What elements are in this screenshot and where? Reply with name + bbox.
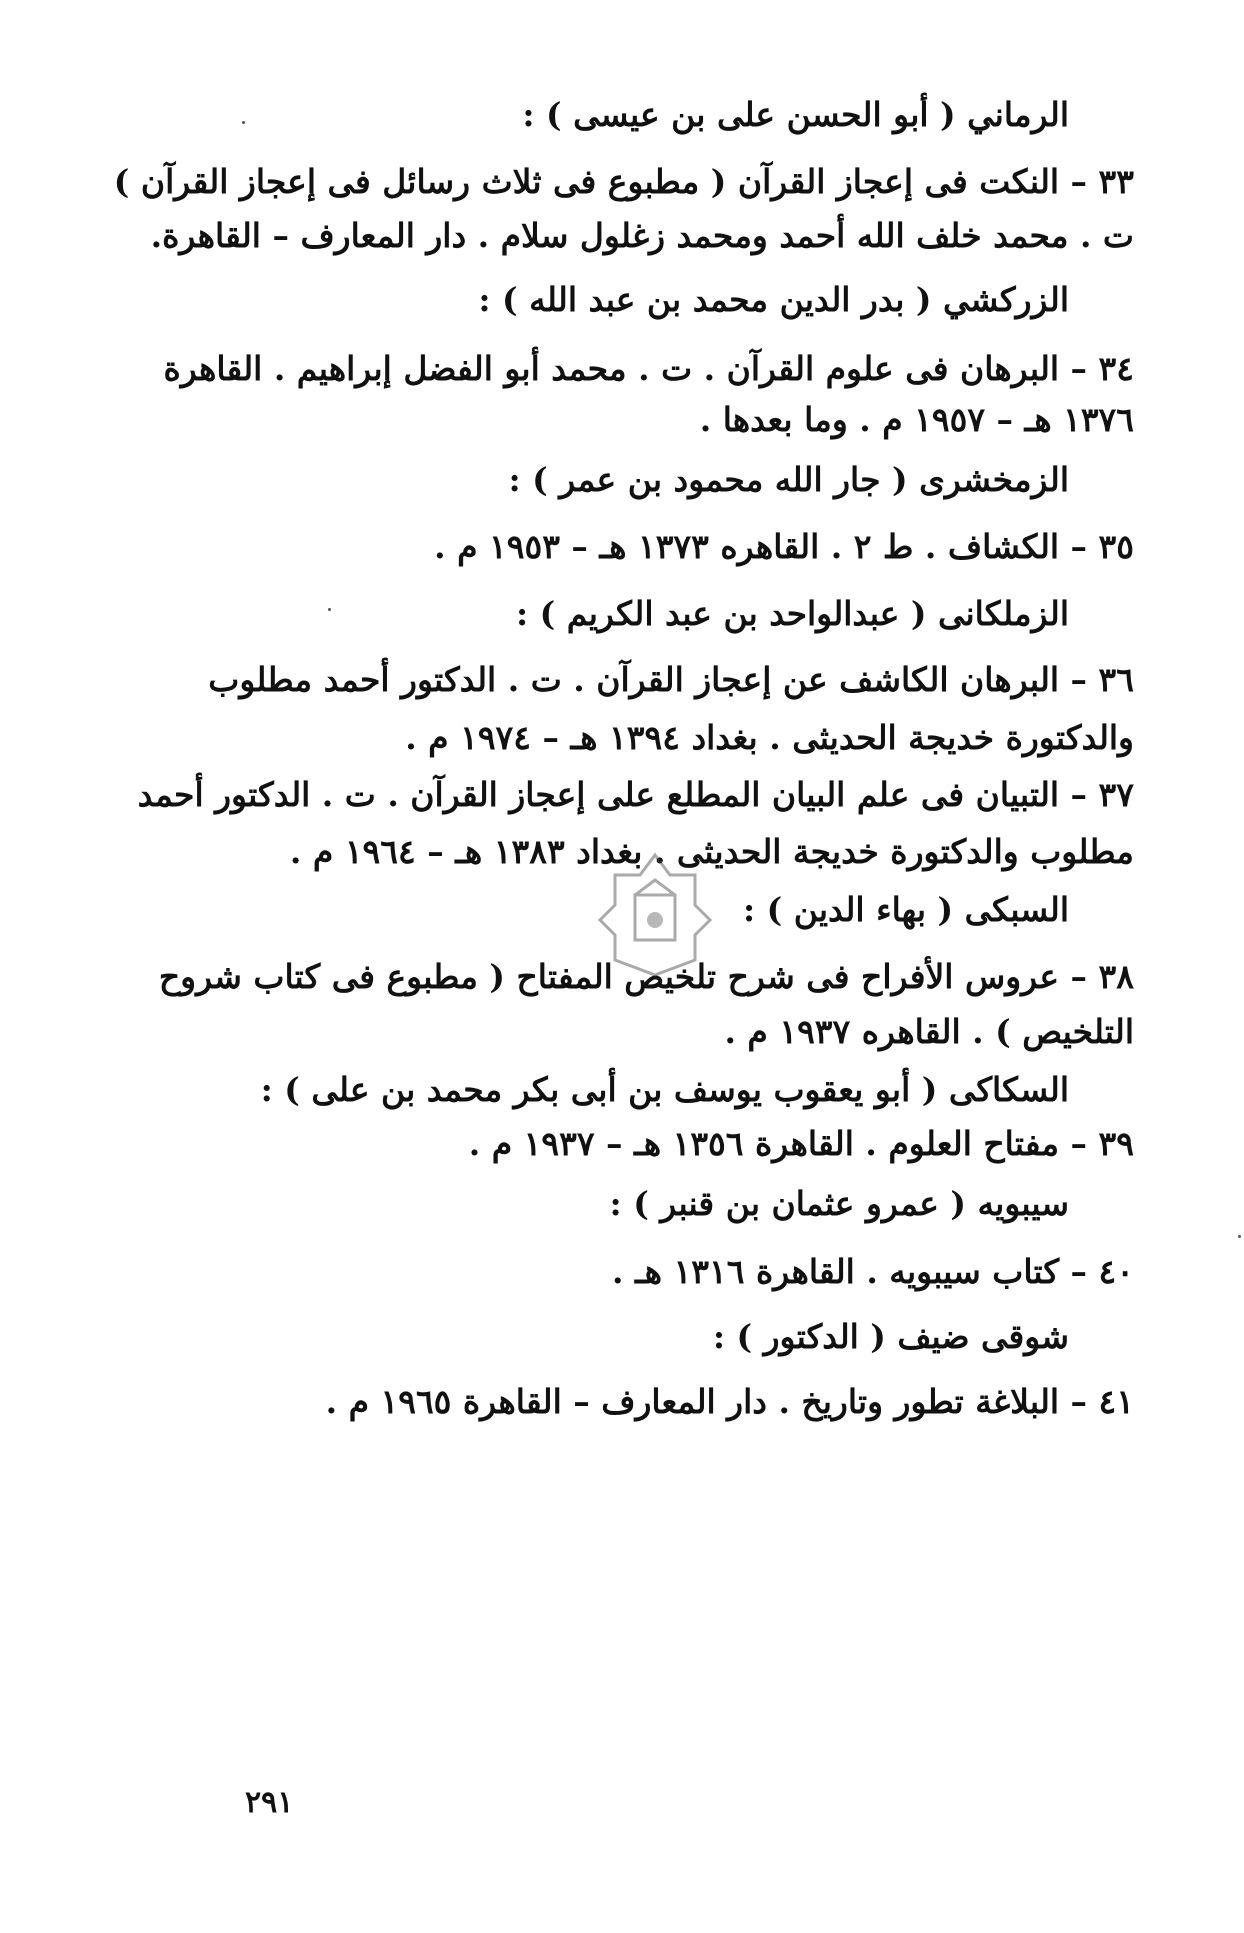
bibliography-entry: ٤١ – البلاغة تطور وتاريخ . دار المعارف – القاهرة ١٩٦٥ م . [325,1382,1134,1421]
bibliography-entry: ٣٦ – البرهان الكاشف عن إعجاز القرآن . ت . الدكتور أحمد مطلوب [208,660,1134,699]
scan-speck [242,121,245,124]
author-heading: الزملكانى ( عبدالواحد بن عبد الكريم ) : [515,594,1069,633]
entry-continuation: ت . محمد خلف الله أحمد ومحمد زغلول سلام . دار المعارف – القاهرة. [150,216,1134,255]
author-heading: الزركشي ( بدر الدين محمد بن عبد الله ) : [478,280,1069,319]
entry-continuation: والدكتورة خديجة الحديثى . بغداد ١٣٩٤ هـ – ١٩٧٤ م . [405,718,1134,757]
author-heading: سيبويه ( عمرو عثمان بن قنبر ) : [609,1184,1069,1223]
scan-speck [1238,1235,1241,1238]
author-heading: الرماني ( أبو الحسن على بن عيسى ) : [522,95,1069,134]
bibliography-entry: ٣٤ – البرهان فى علوم القرآن . ت . محمد أبو الفضل إبراهيم . القاهرة [163,349,1134,388]
entry-continuation: مطلوب والدكتورة خديجة الحديثى . بغداد ١٣٨٣ هـ – ١٩٦٤ م . [289,832,1134,871]
library-stamp-watermark [595,850,715,980]
bibliography-entry: ٣٥ – الكشاف . ط ٢ . القاهره ١٣٧٣ هـ – ١٩٥٣ م . [434,527,1134,566]
author-heading: شوقى ضيف ( الدكتور ) : [712,1317,1069,1356]
scan-speck [328,608,331,611]
bibliography-entry: ٣٩ – مفتاح العلوم . القاهرة ١٣٥٦ هـ – ١٩٣٧ م . [468,1124,1134,1163]
entry-continuation: التلخيص ) . القاهره ١٩٣٧ م . [724,1012,1134,1051]
page-number: ٢٩١ [245,1785,294,1820]
bibliography-entry: ٣٨ – عروس الأفراح فى شرح تلخيص المفتاح ( مطبوع فى كتاب شروح [158,957,1134,996]
entry-continuation: ١٣٧٦ هـ – ١٩٥٧ م . وما بعدها . [699,400,1134,439]
bibliography-entry: ٤٠ – كتاب سيبويه . القاهرة ١٣١٦ هـ . [612,1252,1134,1291]
author-heading: السكاكى ( أبو يعقوب يوسف بن أبى بكر محمد بن على ) : [260,1070,1069,1109]
author-heading: السبكى ( بهاء الدين ) : [742,890,1069,929]
bibliography-entry: ٣٧ – التبيان فى علم البيان المطلع على إعجاز القرآن . ت . الدكتور أحمد [137,775,1134,814]
author-heading: الزمخشرى ( جار الله محمود بن عمر ) : [508,460,1069,499]
bibliography-entry: ٣٣ – النكت فى إعجاز القرآن ( مطبوع فى ثلاث رسائل فى إعجاز القرآن ) [113,162,1134,201]
